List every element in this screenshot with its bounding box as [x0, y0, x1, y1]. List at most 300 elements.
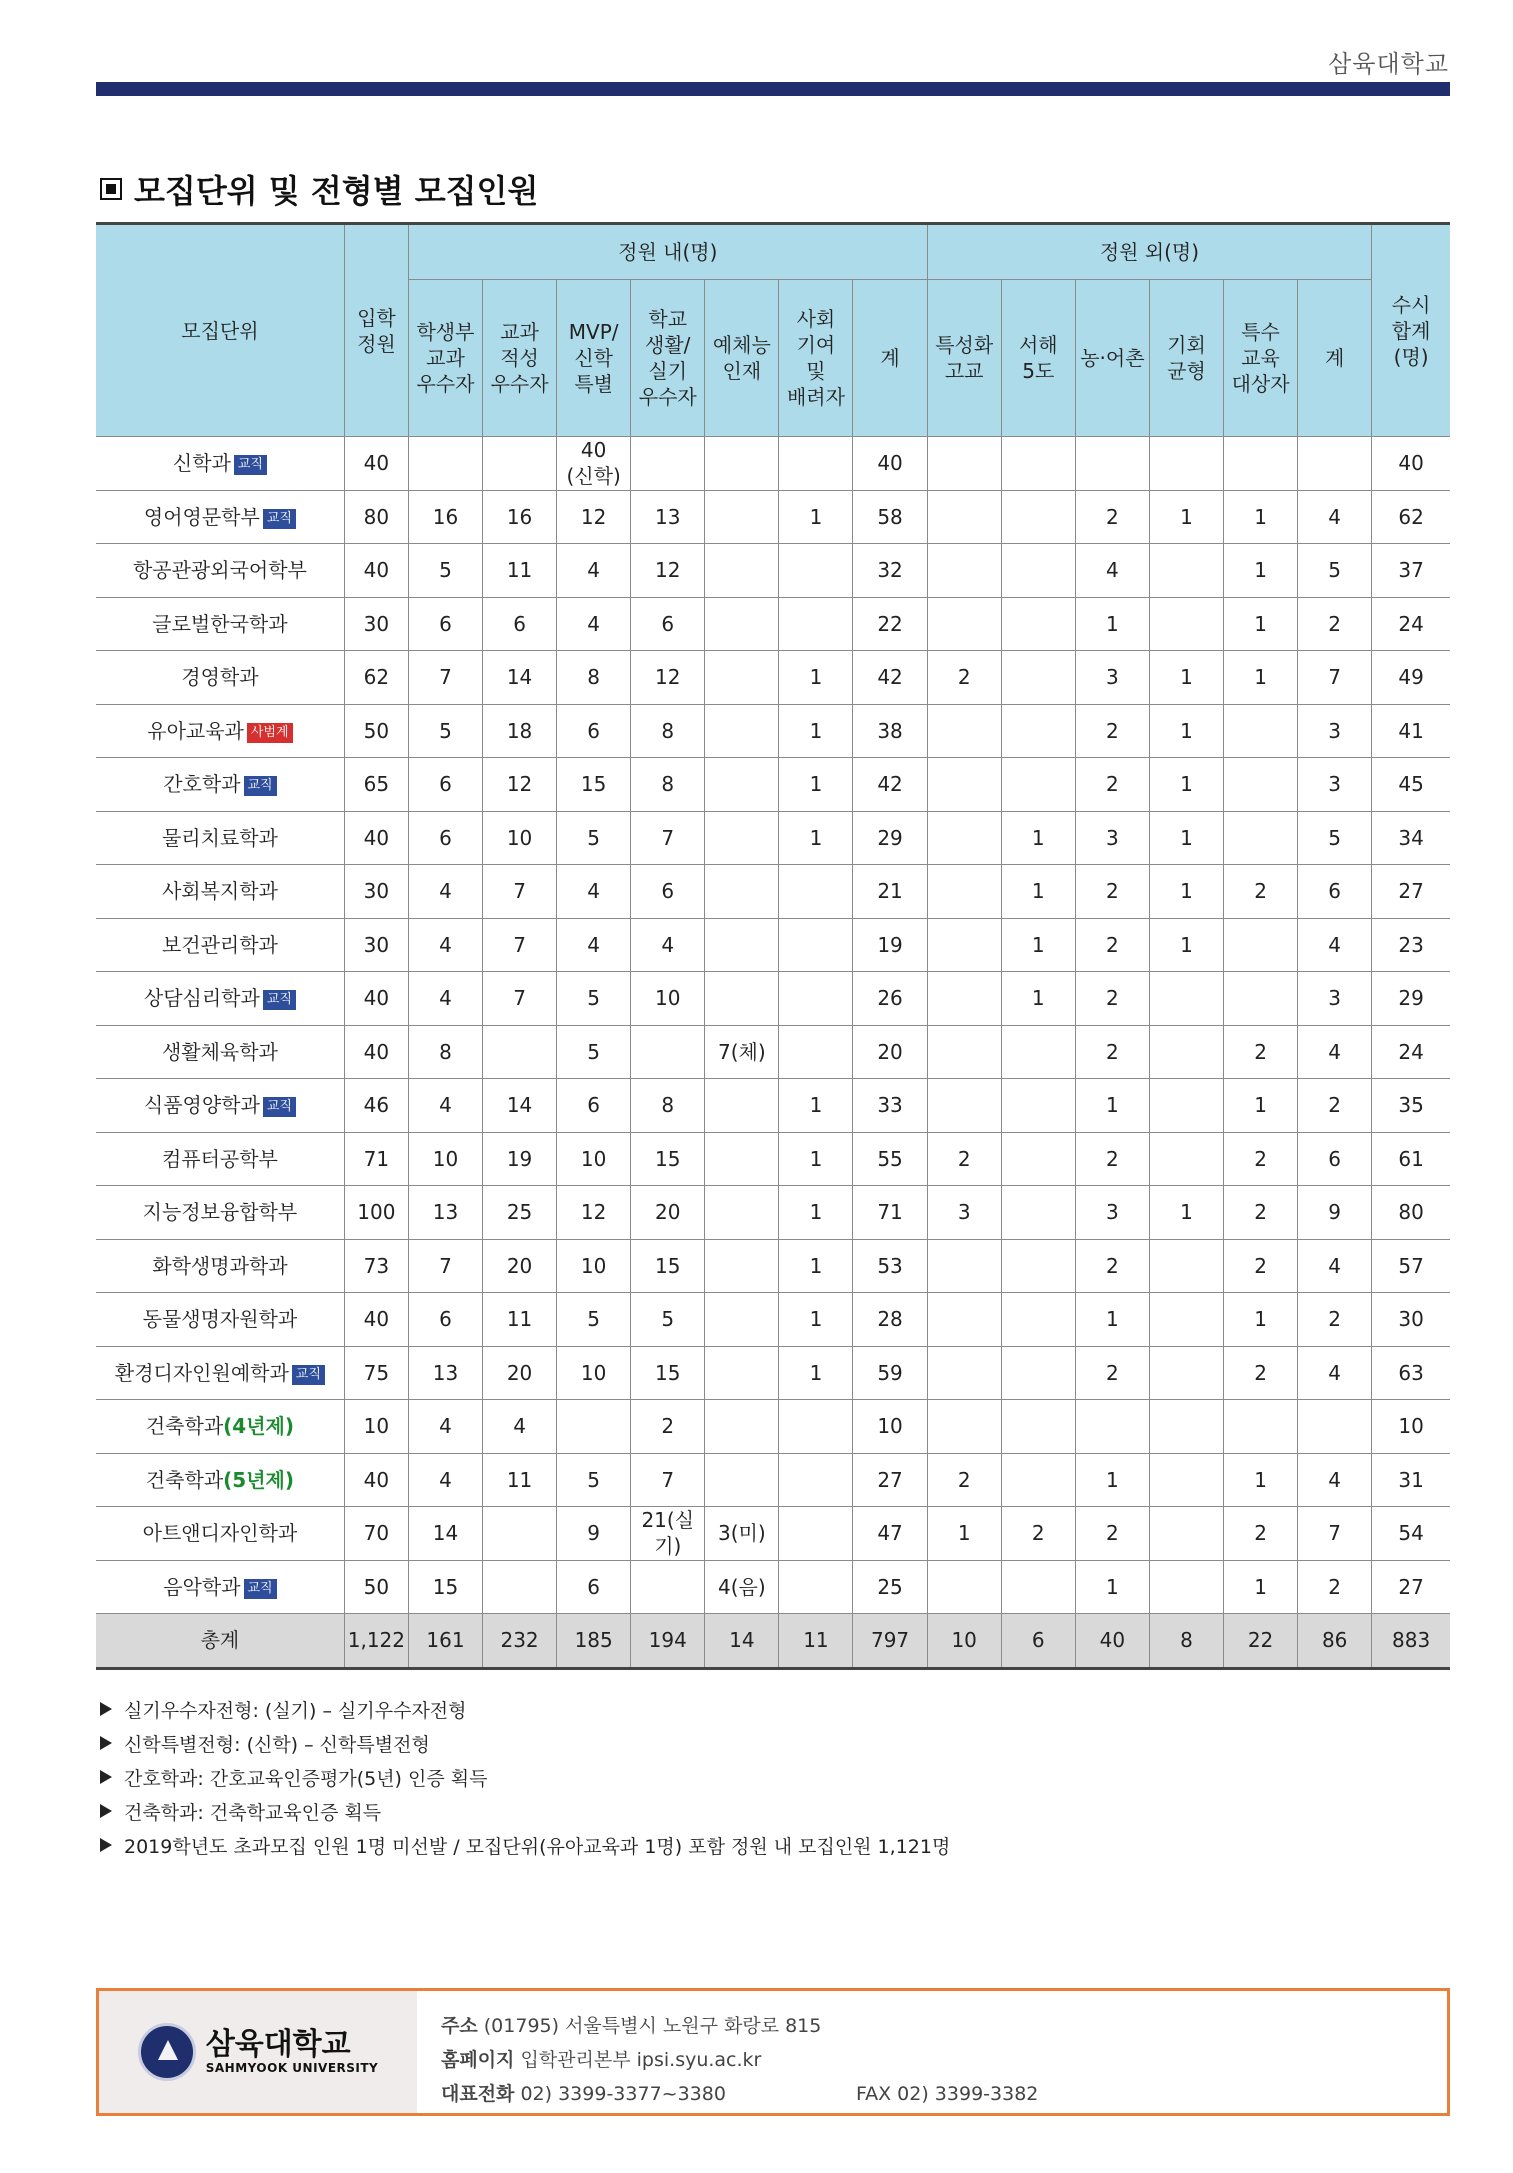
value-cell [408, 437, 482, 491]
unit-cell: 유아교육과 사범계 [96, 704, 344, 758]
value-cell: 3(미) [705, 1507, 779, 1561]
value-cell: 80 [1372, 1186, 1450, 1240]
value-cell: 2 [1224, 1025, 1298, 1079]
value-cell: 29 [1372, 972, 1450, 1026]
value-cell: 1 [779, 651, 853, 705]
group-in-quota: 정원 내(명) [408, 224, 927, 280]
value-cell: 2 [1298, 1560, 1372, 1614]
notes-list [100, 1692, 950, 1862]
col-quota: 입학 정원 [344, 224, 408, 437]
page-title [100, 166, 538, 212]
value-cell [927, 1239, 1001, 1293]
note-item: 간호학과: 간호교육인증평가(5년) 인증 획득 [100, 1760, 950, 1794]
value-cell [705, 1346, 779, 1400]
fax-number: FAX 02) 3399-3382 [855, 2083, 1039, 2105]
value-cell: 1 [779, 811, 853, 865]
value-cell [1001, 1186, 1075, 1240]
value-cell: 40 [344, 1293, 408, 1347]
value-cell [1149, 1560, 1223, 1614]
value-cell: 5 [557, 1293, 631, 1347]
value-cell: 20 [483, 1346, 557, 1400]
value-cell: 9 [557, 1507, 631, 1561]
value-cell: 5 [408, 704, 482, 758]
unit-cell: 신학과 교직 [96, 437, 344, 491]
value-cell: 4 [408, 865, 482, 919]
value-cell: 4 [1298, 490, 1372, 544]
value-cell: 4 [408, 1400, 482, 1454]
value-cell [1001, 1079, 1075, 1133]
value-cell: 1 [1001, 918, 1075, 972]
value-cell: 2 [1298, 1079, 1372, 1133]
value-cell: 70 [344, 1507, 408, 1561]
value-cell [927, 865, 1001, 919]
table-row [96, 544, 1450, 598]
value-cell [1224, 972, 1298, 1026]
value-cell: 1 [1149, 651, 1223, 705]
value-cell [779, 1400, 853, 1454]
value-cell: 8 [631, 1079, 705, 1133]
unit-cell: 경영학과 [96, 651, 344, 705]
value-cell: 41 [1372, 704, 1450, 758]
value-cell: 1 [1001, 865, 1075, 919]
value-cell: 14 [408, 1507, 482, 1561]
value-cell: 30 [1372, 1293, 1450, 1347]
value-cell [779, 1560, 853, 1614]
value-cell [705, 811, 779, 865]
table-row [96, 865, 1450, 919]
value-cell: 10 [1372, 1400, 1450, 1454]
col-out-2: 농·어촌 [1075, 280, 1149, 437]
badge-label: 교직 [292, 1365, 325, 1385]
col-out-3: 기회 균형 [1149, 280, 1223, 437]
value-cell [927, 1293, 1001, 1347]
value-cell: 53 [853, 1239, 927, 1293]
value-cell [1001, 544, 1075, 598]
value-cell: 14 [483, 1079, 557, 1133]
value-cell [1149, 972, 1223, 1026]
university-emblem-icon [138, 2023, 196, 2081]
value-cell: 4 [1298, 1453, 1372, 1507]
value-cell: 2 [1075, 704, 1149, 758]
value-cell: 34 [1372, 811, 1450, 865]
col-in-6: 계 [853, 280, 927, 437]
value-cell: 1 [1224, 1293, 1298, 1347]
value-cell [705, 972, 779, 1026]
value-cell [1001, 1132, 1075, 1186]
value-cell [1001, 597, 1075, 651]
unit-cell: 동물생명자원학과 [96, 1293, 344, 1347]
table-row [96, 1507, 1450, 1561]
value-cell [705, 651, 779, 705]
table-row [96, 597, 1450, 651]
value-cell: 24 [1372, 597, 1450, 651]
value-cell: 2 [1224, 1346, 1298, 1400]
value-cell: 7 [631, 1453, 705, 1507]
value-cell: 40 [853, 437, 927, 491]
value-cell: 24 [1372, 1025, 1450, 1079]
value-cell [705, 1400, 779, 1454]
value-cell: 13 [631, 490, 705, 544]
value-cell: 1 [1001, 811, 1075, 865]
value-cell [1224, 811, 1298, 865]
value-cell: 8 [408, 1025, 482, 1079]
value-cell: 21 [853, 865, 927, 919]
value-cell [705, 704, 779, 758]
homepage-link[interactable]: 입학관리본부 ipsi.syu.ac.kr [520, 2049, 762, 2071]
value-cell [1149, 1239, 1223, 1293]
value-cell: 42 [853, 758, 927, 812]
value-cell [631, 1560, 705, 1614]
value-cell: 2 [631, 1400, 705, 1454]
header-bar [96, 82, 1450, 96]
value-cell: 10 [483, 811, 557, 865]
value-cell [1149, 1400, 1223, 1454]
value-cell: 2 [927, 651, 1001, 705]
value-cell [1001, 1025, 1075, 1079]
table-row [96, 437, 1450, 491]
value-cell [927, 972, 1001, 1026]
value-cell: 10 [408, 1132, 482, 1186]
value-cell [483, 437, 557, 491]
value-cell: 6 [557, 1560, 631, 1614]
value-cell: 10 [557, 1132, 631, 1186]
admission-table [96, 222, 1450, 1670]
value-cell: 2 [1001, 1507, 1075, 1561]
table-row [96, 1132, 1450, 1186]
value-cell [1001, 704, 1075, 758]
value-cell: 4 [1298, 1025, 1372, 1079]
value-cell: 4 [483, 1400, 557, 1454]
note-item: 신학특별전형: (신학) – 신학특별전형 [100, 1726, 950, 1760]
value-cell: 1 [1149, 865, 1223, 919]
badge-label: 교직 [234, 455, 267, 475]
value-cell: 65 [344, 758, 408, 812]
value-cell: 6 [1298, 865, 1372, 919]
value-cell: 22 [853, 597, 927, 651]
value-cell: 4 [631, 918, 705, 972]
value-cell [483, 1507, 557, 1561]
badge-label: 교직 [263, 990, 296, 1010]
value-cell: 10 [557, 1346, 631, 1400]
logo-english: SAHMYOOK UNIVERSITY [205, 2061, 379, 2075]
value-cell: 40 [1372, 437, 1450, 491]
value-cell [1001, 1239, 1075, 1293]
value-cell: 1 [927, 1507, 1001, 1561]
badge-label: 교직 [244, 776, 277, 796]
value-cell: 10 [557, 1239, 631, 1293]
value-cell: 11 [483, 1293, 557, 1347]
value-cell: 73 [344, 1239, 408, 1293]
unit-cell: 건축학과(5년제) [96, 1453, 344, 1507]
value-cell: 2 [1075, 972, 1149, 1026]
value-cell [705, 1239, 779, 1293]
contact-info [417, 1991, 1038, 2113]
triangle-bullet-icon [100, 1736, 112, 1750]
value-cell: 4 [557, 865, 631, 919]
value-cell: 57 [1372, 1239, 1450, 1293]
note-item: 2019학년도 초과모집 인원 1명 미선발 / 모집단위(유아교육과 1명) 포함 정원 내 모집인원 1,121명 [100, 1828, 950, 1862]
value-cell [631, 1025, 705, 1079]
value-cell: 11 [779, 1614, 853, 1669]
value-cell: 5 [557, 1453, 631, 1507]
value-cell: 4 [557, 918, 631, 972]
value-cell: 2 [927, 1453, 1001, 1507]
value-cell [1001, 758, 1075, 812]
value-cell: 6 [557, 704, 631, 758]
table-row [96, 1346, 1450, 1400]
col-in-0: 학생부 교과 우수자 [408, 280, 482, 437]
value-cell: 19 [853, 918, 927, 972]
value-cell: 10 [344, 1400, 408, 1454]
value-cell: 3 [1075, 1186, 1149, 1240]
value-cell [927, 1025, 1001, 1079]
triangle-bullet-icon [100, 1838, 112, 1852]
table-row [96, 1186, 1450, 1240]
value-cell [1001, 437, 1075, 491]
value-cell [1149, 1507, 1223, 1561]
unit-cell: 물리치료학과 [96, 811, 344, 865]
value-cell: 194 [631, 1614, 705, 1669]
value-cell: 62 [344, 651, 408, 705]
value-cell: 50 [344, 704, 408, 758]
unit-cell: 생활체육학과 [96, 1025, 344, 1079]
badge-label: 교직 [244, 1579, 277, 1599]
value-cell: 15 [631, 1346, 705, 1400]
value-cell: 2 [1075, 758, 1149, 812]
value-cell: 7 [408, 1239, 482, 1293]
value-cell: 5 [1298, 811, 1372, 865]
table-row [96, 1453, 1450, 1507]
value-cell [779, 597, 853, 651]
table-row [96, 972, 1450, 1026]
value-cell: 1 [779, 1346, 853, 1400]
value-cell: 1 [1149, 490, 1223, 544]
value-cell: 11 [483, 544, 557, 598]
value-cell: 4 [408, 1453, 482, 1507]
value-cell: 30 [344, 865, 408, 919]
value-cell: 40 [344, 1025, 408, 1079]
value-cell: 54 [1372, 1507, 1450, 1561]
value-cell [1149, 1453, 1223, 1507]
badge-label: 사범계 [247, 723, 293, 743]
table-row [96, 1560, 1450, 1614]
value-cell: 40 [344, 972, 408, 1026]
value-cell: 1 [1075, 1453, 1149, 1507]
value-cell: 1 [1001, 972, 1075, 1026]
value-cell [1001, 1346, 1075, 1400]
value-cell [927, 918, 1001, 972]
value-cell: 7 [408, 651, 482, 705]
value-cell: 4 [408, 1079, 482, 1133]
value-cell: 7 [631, 811, 705, 865]
value-cell: 20 [853, 1025, 927, 1079]
value-cell [1001, 1560, 1075, 1614]
value-cell: 16 [483, 490, 557, 544]
value-cell: 3 [1298, 758, 1372, 812]
value-cell: 40 [344, 1453, 408, 1507]
logo-korean: 삼육대학교 [205, 2027, 351, 2062]
value-cell: 2 [1075, 1239, 1149, 1293]
value-cell: 12 [557, 1186, 631, 1240]
value-cell: 27 [1372, 1560, 1450, 1614]
value-cell: 8 [1149, 1614, 1223, 1669]
value-cell: 2 [1298, 597, 1372, 651]
table-row [96, 758, 1450, 812]
value-cell: 58 [853, 490, 927, 544]
header-brand: 삼육대학교 [1328, 50, 1449, 78]
phone-line: 대표전화 02) 3399-3377~3380 FAX 02) 3399-3382 [441, 2083, 1039, 2105]
unit-cell: 음악학과 교직 [96, 1560, 344, 1614]
value-cell: 4 [1298, 1346, 1372, 1400]
value-cell [1075, 1400, 1149, 1454]
value-cell: 9 [1298, 1186, 1372, 1240]
value-cell [1149, 1293, 1223, 1347]
value-cell: 1 [1224, 1079, 1298, 1133]
value-cell: 2 [1075, 1507, 1149, 1561]
total-row [96, 1614, 1450, 1669]
value-cell: 5 [631, 1293, 705, 1347]
value-cell: 12 [631, 544, 705, 598]
value-cell [1149, 1079, 1223, 1133]
value-cell: 1 [1149, 704, 1223, 758]
value-cell: 20 [631, 1186, 705, 1240]
value-cell: 2 [1075, 1025, 1149, 1079]
col-out-5: 계 [1298, 280, 1372, 437]
value-cell [1075, 437, 1149, 491]
value-cell: 4(음) [705, 1560, 779, 1614]
value-cell: 10 [853, 1400, 927, 1454]
value-cell [1149, 1132, 1223, 1186]
table-row [96, 811, 1450, 865]
value-cell: 3 [1298, 704, 1372, 758]
value-cell: 2 [1298, 1293, 1372, 1347]
value-cell: 1,122 [344, 1614, 408, 1669]
value-cell [779, 1507, 853, 1561]
value-cell: 4 [408, 918, 482, 972]
unit-cell: 화학생명과학과 [96, 1239, 344, 1293]
value-cell: 1 [1149, 758, 1223, 812]
value-cell: 2 [1075, 918, 1149, 972]
group-out-quota: 정원 외(명) [927, 224, 1372, 280]
unit-cell: 보건관리학과 [96, 918, 344, 972]
table-row [96, 918, 1450, 972]
address-line: 주소 (01795) 서울특별시 노원구 화랑로 815 [441, 2015, 822, 2037]
value-cell: 62 [1372, 490, 1450, 544]
col-in-3: 학교 생활/ 실기 우수자 [631, 280, 705, 437]
value-cell: 1 [779, 1132, 853, 1186]
value-cell [1001, 1400, 1075, 1454]
value-cell [705, 1293, 779, 1347]
value-cell: 15 [631, 1132, 705, 1186]
value-cell: 1 [1075, 1560, 1149, 1614]
value-cell: 10 [631, 972, 705, 1026]
value-cell [927, 597, 1001, 651]
table-row [96, 1239, 1450, 1293]
value-cell [779, 865, 853, 919]
value-cell: 29 [853, 811, 927, 865]
table-row [96, 704, 1450, 758]
value-cell: 5 [408, 544, 482, 598]
col-in-2: MVP/ 신학 특별 [557, 280, 631, 437]
value-cell: 12 [557, 490, 631, 544]
value-cell: 7 [483, 865, 557, 919]
unit-cell: 항공관광외국어학부 [96, 544, 344, 598]
value-cell: 27 [1372, 865, 1450, 919]
unit-cell: 환경디자인원예학과 교직 [96, 1346, 344, 1400]
value-cell [779, 918, 853, 972]
value-cell: 63 [1372, 1346, 1450, 1400]
value-cell: 10 [927, 1614, 1001, 1669]
value-cell: 1 [1149, 811, 1223, 865]
value-cell: 13 [408, 1346, 482, 1400]
value-cell [1001, 490, 1075, 544]
value-cell: 45 [1372, 758, 1450, 812]
value-cell: 4 [1298, 1239, 1372, 1293]
value-cell [927, 1346, 1001, 1400]
value-cell [1298, 437, 1372, 491]
value-cell: 16 [408, 490, 482, 544]
value-cell: 55 [853, 1132, 927, 1186]
col-unit: 모집단위 [96, 224, 344, 437]
value-cell: 47 [853, 1507, 927, 1561]
value-cell: 232 [483, 1614, 557, 1669]
value-cell: 1 [1224, 1560, 1298, 1614]
page-title-text: 모집단위 및 전형별 모집인원 [134, 172, 539, 210]
value-cell: 5 [557, 972, 631, 1026]
value-cell: 71 [344, 1132, 408, 1186]
value-cell [705, 544, 779, 598]
value-cell [779, 1453, 853, 1507]
unit-cell: 간호학과 교직 [96, 758, 344, 812]
value-cell: 1 [1075, 1079, 1149, 1133]
col-grand-total: 수시 합계 (명) [1372, 224, 1450, 437]
value-cell: 1 [1224, 597, 1298, 651]
value-cell: 1 [779, 490, 853, 544]
value-cell [927, 490, 1001, 544]
table-row [96, 1293, 1450, 1347]
value-cell: 7 [1298, 651, 1372, 705]
value-cell [631, 437, 705, 491]
value-cell: 1 [1224, 490, 1298, 544]
value-cell: 2 [1224, 1186, 1298, 1240]
col-in-5: 사회 기여 및 배려자 [779, 280, 853, 437]
value-cell [1001, 1293, 1075, 1347]
value-cell: 49 [1372, 651, 1450, 705]
value-cell [927, 1079, 1001, 1133]
value-cell [779, 544, 853, 598]
unit-cell: 지능정보융합학부 [96, 1186, 344, 1240]
col-in-4: 예체능 인재 [705, 280, 779, 437]
value-cell: 3 [1075, 651, 1149, 705]
unit-cell: 영어영문학부 교직 [96, 490, 344, 544]
value-cell: 2 [1224, 865, 1298, 919]
value-cell [705, 1079, 779, 1133]
table-body [96, 437, 1450, 1669]
table-row [96, 490, 1450, 544]
value-cell: 21(실기) [631, 1507, 705, 1561]
value-cell: 11 [483, 1453, 557, 1507]
value-cell [779, 1025, 853, 1079]
value-cell: 23 [1372, 918, 1450, 972]
value-cell: 1 [779, 1079, 853, 1133]
value-cell [705, 758, 779, 812]
unit-cell: 사회복지학과 [96, 865, 344, 919]
value-cell: 6 [557, 1079, 631, 1133]
value-cell: 80 [344, 490, 408, 544]
value-cell: 75 [344, 1346, 408, 1400]
unit-cell: 식품영양학과 교직 [96, 1079, 344, 1133]
value-cell: 8 [631, 758, 705, 812]
